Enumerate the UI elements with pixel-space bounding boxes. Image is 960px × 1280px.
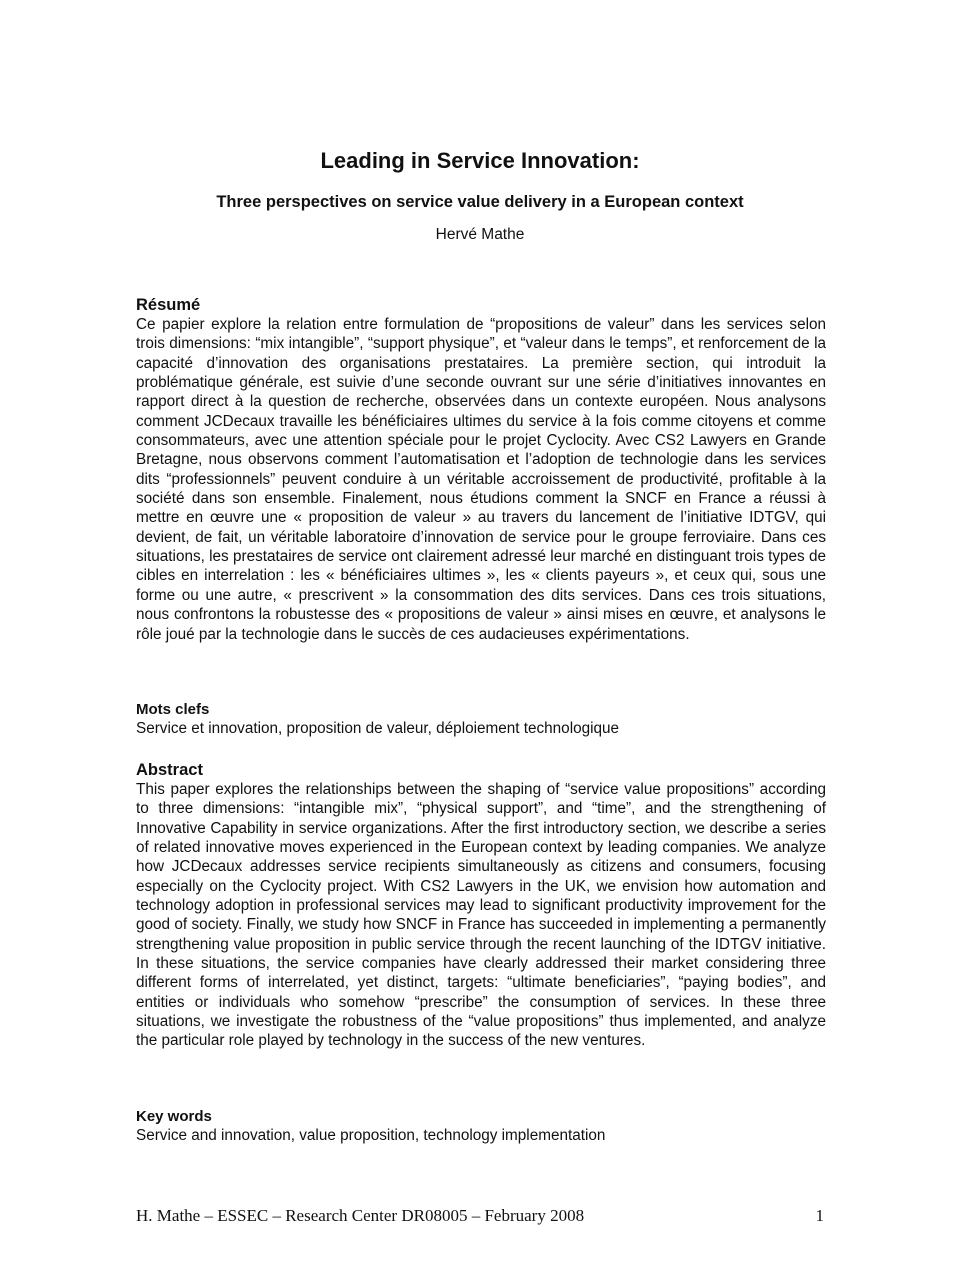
mots-clefs-heading: Mots clefs [136, 701, 210, 718]
resume-body: Ce papier explore la relation entre formulation de “propositions de valeur” dans les services selon trois dimensions: “mix intangible”, “support physique”, et “valeur dans le temps”, et renforcement de la capacité d’innovation des organisations prestataires. La première section, qui introduit la problématique générale, est suivie d’une seconde ouvrant sur une série d’initiatives innovantes en rapport direct à la question de recherche, observées dans un contexte européen. Nous analysons comment JCDecaux travaille les bénéficiaires ultimes du service à la fois comme citoyens et comme consommateurs, avec une attention spéciale pour le projet Cyclocity. Avec CS2 Lawyers en Grande Bretagne, nous observons comment l’automatisation et l’adoption de technologie dans les services dits “professionnels” peuvent conduire à un véritable accroissement de productivité, profitable à la société dans son ensemble. Finalement, nous étudions comment la SNCF en France a réussi à mettre en œuvre une « proposition de valeur » au travers du lancement de l’initiative IDTGV, qui devient, de fait, un véritable laboratoire d’innovation de service pour le groupe ferroviaire. Dans ces situations, les prestataires de service ont clairement adressé leur marché en distinguant trois types de cibles en interrelation : les « bénéficiaires ultimes », les « clients payeurs », et ceux qui, sous une forme ou une autre, « prescrivent » la consommation des dits services. Dans ces trois situations, nous confrontons la robustesse des « propositions de valeur » ainsi mises en œuvre, et analysons le rôle joué par la technologie dans le succès de ces audacieuses expérimentations. [136, 316, 826, 643]
resume-heading: Résumé [136, 296, 201, 314]
mots-clefs-section [136, 700, 826, 738]
paper-subtitle: Three perspectives on service value delivery in a European context [216, 193, 744, 211]
paper-title: Leading in Service Innovation: [320, 148, 640, 173]
resume-section [136, 296, 826, 644]
footer-citation: H. Mathe – ESSEC – Research Center DR08005 – February 2008 [136, 1206, 585, 1225]
key-words-heading: Key words [136, 1108, 212, 1125]
abstract-body: This paper explores the relationships between the shaping of “service value propositions” according to three dimensions: “intangible mix”, “physical support”, and “time”, and the strengthening of Innovative Capability in service organizations. After the first introductory section, we describe a series of related innovative moves experienced in the European context by leading companies. We analyze how JCDecaux addresses service recipients simultaneously as citizens and consumers, focusing especially on the Cyclocity project. With CS2 Lawyers in the UK, we envision how automation and technology adoption in professional services may lead to significant productivity improvement for the good of society. Finally, we study how SNCF in France has succeeded in implementing a permanently strengthening value proposition in public service through the recent launching of the IDTGV initiative. In these situations, the service companies have clearly addressed their market considering three different forms of interrelated, yet distinct, targets: “ultimate beneficiaries”, “paying bodies”, and entities or individuals who somehow “prescribe” the consumption of services. In these three situations, we investigate the robustness of the “value propositions” thus implemented, and analyze the particular role played by technology in the success of the new ventures. [136, 781, 826, 1050]
abstract-heading: Abstract [136, 761, 203, 779]
mots-clefs-body: Service et innovation, proposition de valeur, déploiement technologique [136, 720, 620, 737]
key-words-section [136, 1107, 826, 1145]
paper-author: Hervé Mathe [435, 226, 525, 243]
abstract-section [136, 761, 826, 1051]
page-number: 1 [815, 1206, 824, 1225]
key-words-body: Service and innovation, value proposition, technology implementation [136, 1127, 606, 1144]
